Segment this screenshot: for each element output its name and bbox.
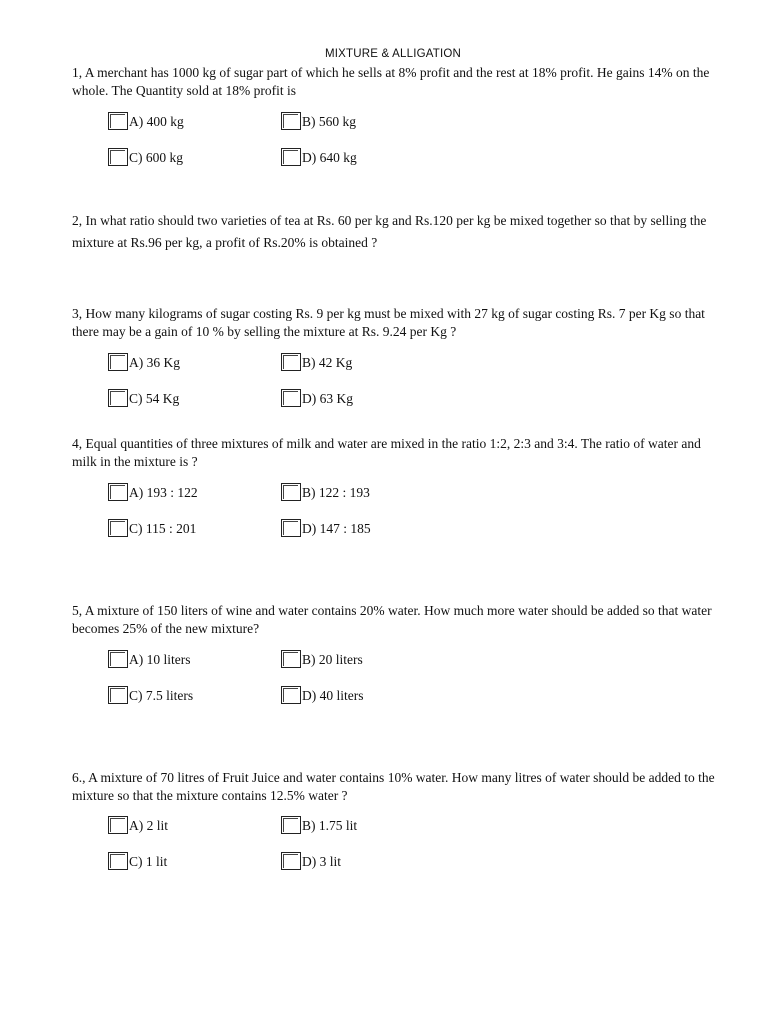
- checkbox-icon[interactable]: [281, 483, 301, 501]
- checkbox-icon[interactable]: [281, 148, 301, 166]
- question-3: 3, How many kilograms of sugar costing Rs. 9 per kg must be mixed with 27 kg of sugar costing Rs. 7 per Kg so that there may be a gain of 10 % by selling the mixture at Rs. 9.24 per Kg ?: [72, 306, 705, 339]
- checkbox-icon[interactable]: [108, 852, 128, 870]
- checkbox-icon[interactable]: [108, 112, 128, 130]
- option-6a[interactable]: [108, 816, 168, 836]
- checkbox-icon[interactable]: [108, 389, 128, 407]
- option-6d[interactable]: [281, 852, 341, 872]
- checkbox-icon[interactable]: [108, 353, 128, 371]
- option-label: B) 42 Kg: [302, 355, 353, 370]
- option-label: A) 10 liters: [129, 652, 191, 667]
- checkbox-icon[interactable]: [281, 353, 301, 371]
- option-label: C) 1 lit: [129, 854, 168, 869]
- checkbox-icon[interactable]: [281, 686, 301, 704]
- checkbox-icon[interactable]: [281, 112, 301, 130]
- option-label: B) 1.75 lit: [302, 818, 358, 833]
- checkbox-icon[interactable]: [108, 519, 128, 537]
- checkbox-icon[interactable]: [281, 519, 301, 537]
- checkbox-icon[interactable]: [108, 816, 128, 834]
- option-4a[interactable]: [108, 483, 198, 503]
- option-4c[interactable]: [108, 519, 196, 539]
- option-label: C) 600 kg: [129, 150, 183, 165]
- option-label: D) 40 liters: [302, 688, 364, 703]
- checkbox-icon[interactable]: [281, 389, 301, 407]
- option-5b[interactable]: [281, 650, 363, 670]
- option-label: A) 193 : 122: [129, 485, 198, 500]
- checkbox-icon[interactable]: [281, 650, 301, 668]
- option-label: D) 3 lit: [302, 854, 341, 869]
- document-title: MIXTURE & ALLIGATION: [324, 48, 462, 60]
- option-1b[interactable]: [281, 112, 356, 132]
- option-label: C) 7.5 liters: [129, 688, 194, 703]
- option-label: A) 2 lit: [129, 818, 168, 833]
- option-label: A) 36 Kg: [129, 355, 180, 370]
- checkbox-icon[interactable]: [281, 816, 301, 834]
- option-label: D) 63 Kg: [302, 391, 353, 406]
- option-label: B) 20 liters: [302, 652, 363, 667]
- option-label: D) 147 : 185: [302, 521, 371, 536]
- checkbox-icon[interactable]: [108, 686, 128, 704]
- question-1: 1, A merchant has 1000 kg of sugar part of which he sells at 8% profit and the rest at 18% profit. He gains 14% on the whole. The Quantity sold at 18% profit is: [72, 65, 710, 98]
- question-6: 6., A mixture of 70 litres of Fruit Juice and water contains 10% water. How many litres of water should be added to the mixture so that the mixture contains 12.5% water ?: [72, 770, 715, 803]
- option-label: B) 560 kg: [302, 114, 356, 129]
- option-3a[interactable]: [108, 353, 180, 373]
- option-1d[interactable]: [281, 148, 357, 168]
- option-label: C) 115 : 201: [129, 521, 197, 536]
- option-4d[interactable]: [281, 519, 371, 539]
- option-5a[interactable]: [108, 650, 191, 670]
- question-4: 4, Equal quantities of three mixtures of milk and water are mixed in the ratio 1:2, 2:3 and 3:4. The ratio of water and milk in the mixture is ?: [72, 436, 701, 469]
- option-label: D) 640 kg: [302, 150, 357, 165]
- question-5: 5, A mixture of 150 liters of wine and water contains 20% water. How much more water should be added so that water becomes 25% of the new mixture?: [72, 603, 712, 636]
- checkbox-icon[interactable]: [108, 483, 128, 501]
- checkbox-icon[interactable]: [108, 148, 128, 166]
- option-label: B) 122 : 193: [302, 485, 370, 500]
- option-1a[interactable]: [108, 112, 184, 132]
- option-6c[interactable]: [108, 852, 167, 872]
- option-3b[interactable]: [281, 353, 352, 373]
- option-label: C) 54 Kg: [129, 391, 180, 406]
- option-6b[interactable]: [281, 816, 357, 836]
- option-5d[interactable]: [281, 686, 364, 706]
- question-2: 2, In what ratio should two varieties of tea at Rs. 60 per kg and Rs.120 per kg be mixed together so that by selling the mixture at Rs.96 per kg, a profit of Rs.20% is obtained ?: [72, 213, 707, 250]
- option-3d[interactable]: [281, 389, 353, 409]
- option-4b[interactable]: [281, 483, 370, 503]
- option-5c[interactable]: [108, 686, 193, 706]
- option-1c[interactable]: [108, 148, 183, 168]
- option-label: A) 400 kg: [129, 114, 184, 129]
- checkbox-icon[interactable]: [281, 852, 301, 870]
- option-3c[interactable]: [108, 389, 179, 409]
- checkbox-icon[interactable]: [108, 650, 128, 668]
